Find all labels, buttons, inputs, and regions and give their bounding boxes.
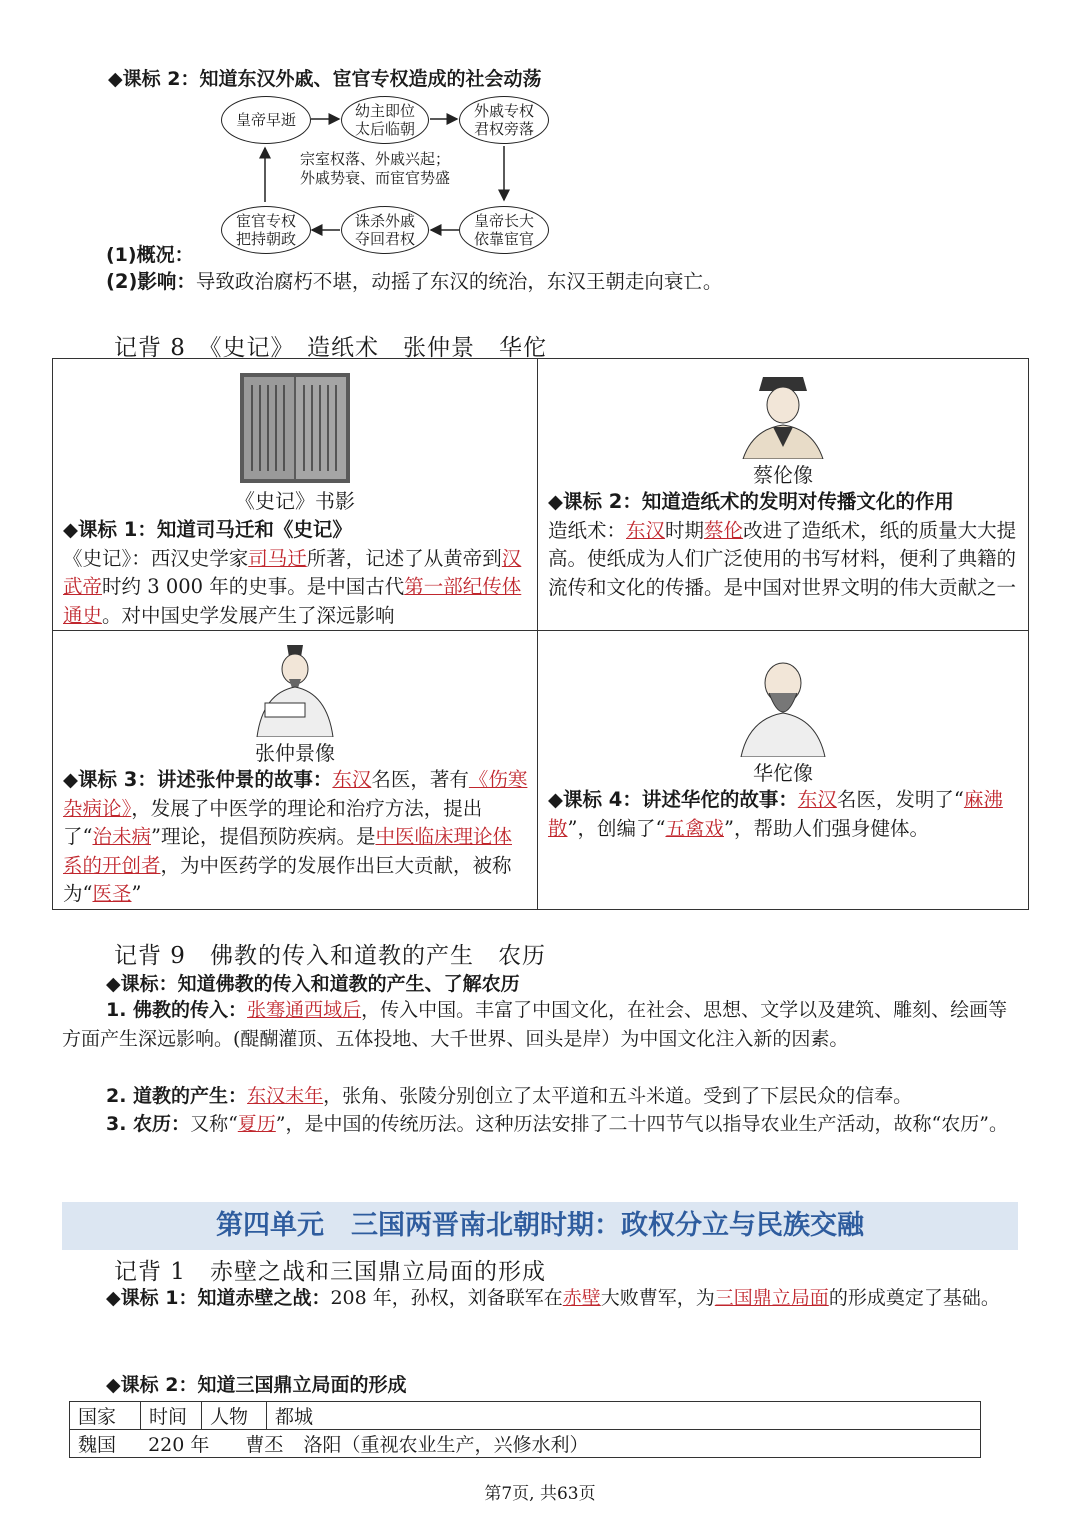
node-waiqi-power: 外戚专权 君权旁落 bbox=[459, 96, 549, 144]
unit4-jibei1-title: 记背 1 赤壁之战和三国鼎立局面的形成 bbox=[114, 1259, 546, 1285]
table-header-cell: 时间 bbox=[141, 1402, 202, 1430]
kebiao-1-heading: ◆课标 1：知道司马迁和《史记》 bbox=[63, 518, 352, 541]
shiji-text: 《史记》：西汉史学家司马迁所著，记述了从黄帝到汉武帝时约 3 000 年的史事。是中国古代第一部纪传体通史。对中国史学发展产生了深远影响 bbox=[63, 546, 522, 627]
unit4-kebiao-2: ◆课标 2：知道三国鼎立局面的形成 bbox=[106, 1374, 407, 1396]
node-huanguan-power: 宦官专权 把持朝政 bbox=[221, 206, 311, 254]
cailun-portrait bbox=[733, 367, 833, 459]
table-row bbox=[70, 1430, 981, 1458]
unit4-banner: 第四单元 三国两晋南北朝时期：政权分立与民族交融 bbox=[62, 1202, 1018, 1250]
yingxiang-line: (2)影响：导致政治腐朽不堪，动摇了东汉的统治，东汉王朝走向衰亡。 bbox=[106, 270, 723, 293]
gaikuang-label: (1)概况： bbox=[106, 244, 194, 266]
jibei9-title: 记背 9 佛教的传入和道教的产生 农历 bbox=[114, 943, 546, 969]
kebiao-2-heading: ◆课标 2：知道东汉外戚、宦官专权造成的社会动荡 bbox=[108, 68, 542, 90]
huatuo-caption: 华佗像 bbox=[753, 761, 813, 785]
page-footer: 第7页, 共63页 bbox=[484, 1484, 596, 1504]
shiji-book-image bbox=[240, 373, 350, 483]
jibei8-title: 记背 8 《史记》 造纸术 张仲景 华佗 bbox=[114, 335, 547, 361]
table-header-cell: 都城 bbox=[267, 1402, 981, 1430]
shiji-caption: 《史记》书影 bbox=[235, 489, 355, 513]
cailun-caption: 蔡伦像 bbox=[753, 463, 813, 487]
zhangzhongjing-portrait bbox=[245, 637, 345, 737]
kebiao-2-paper-heading: ◆课标 2：知道造纸术的发明对传播文化的作用 bbox=[548, 490, 954, 513]
jibei8-table bbox=[52, 358, 1029, 910]
taoism-paragraph: 2. 道教的产生：东汉末年，张角、张陵分别创立了太平道和五斗米道。受到了下层民众的信奉。 bbox=[106, 1085, 913, 1107]
cailun-text: 造纸术：东汉时期蔡伦改进了造纸术，纸的质量大大提高。使纸成为人们广泛使用的书写材料，便利了典籍的流传和文化的传播。是中国对世界文明的伟大贡献之一 bbox=[548, 518, 1017, 599]
table-cell-wei: 魏国 220 年 曹丕 洛阳（重视农业生产，兴修水利） bbox=[70, 1430, 981, 1458]
three-kingdoms-table bbox=[69, 1401, 981, 1458]
jibei9-kebiao: ◆课标：知道佛教的传入和道教的产生、了解农历 bbox=[106, 973, 520, 995]
cell-zhangzhongjing bbox=[53, 631, 538, 910]
huatuo-text: ◆课标 4：讲述华佗的故事：东汉名医，发明了“麻沸散”，创编了“五禽戏”，帮助人们强身健体。 bbox=[548, 788, 1003, 840]
buddhism-paragraph: 1. 佛教的传入：张骞通西域后，传入中国。丰富了中国文化，在社会、思想、文学以及建筑、雕刻、绘画等方面产生深远影响。(醍醐灌顶、五体投地、大千世界、回头是岸）为中国文化注入新的因素。 bbox=[62, 999, 1008, 1050]
flow-diagram bbox=[0, 0, 1080, 270]
node-emperor-grown: 皇帝长大 依靠宦官 bbox=[459, 206, 549, 254]
chibi-paragraph: ◆课标 1：知道赤壁之战：208 年，孙权，刘备联军在赤壁大败曹军，为三国鼎立局面的形成奠定了基础。 bbox=[106, 1287, 1000, 1309]
table-header-row bbox=[70, 1402, 981, 1430]
table-header-cell: 国家 bbox=[70, 1402, 141, 1430]
node-kill-waiqi: 诛杀外戚 夺回君权 bbox=[341, 206, 429, 254]
node-young-emperor: 幼主即位 太后临朝 bbox=[341, 96, 429, 144]
node-emperor-early-death: 皇帝早逝 bbox=[221, 96, 311, 144]
cell-huatuo bbox=[538, 631, 1029, 910]
diagram-center-text: 宗室权落、外戚兴起； 外戚势衰、而宦官势盛 bbox=[300, 150, 451, 187]
calendar-paragraph: 3. 农历：又称“夏历”，是中国的传统历法。这种历法安排了二十四节气以指导农业生产活动，故称“农历”。 bbox=[106, 1113, 1008, 1135]
huatuo-portrait bbox=[733, 653, 833, 757]
table-header-cell: 人物 bbox=[202, 1402, 267, 1430]
cell-shiji bbox=[53, 359, 538, 631]
cell-cailun bbox=[538, 359, 1029, 631]
zhangzhongjing-caption: 张仲景像 bbox=[255, 741, 335, 765]
zhangzhongjing-text: ◆课标 3：讲述张仲景的故事：东汉名医，著有《伤寒杂病论》，发展了中医学的理论和治疗方法，提出了“治未病”理论，提倡预防疾病。是中医临床理论体系的开创者，为中医药学的发展作出巨大贡献，被称为“医圣” bbox=[63, 768, 528, 905]
